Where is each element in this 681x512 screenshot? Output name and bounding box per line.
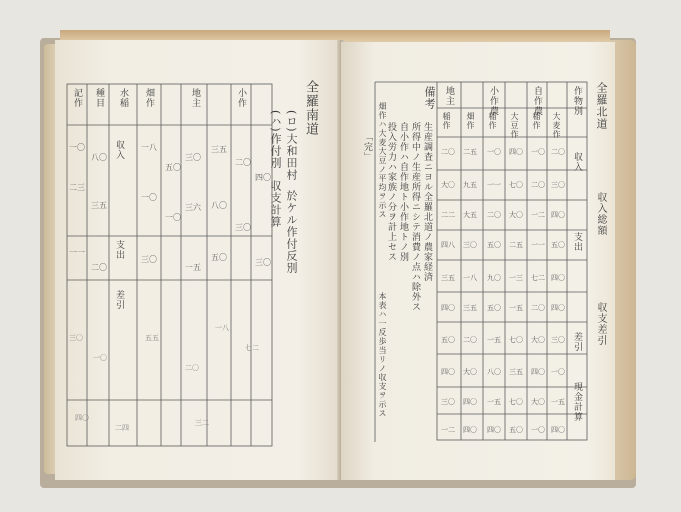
left-item-income: 収入 — [114, 140, 124, 160]
svg-text:二四: 二四 — [115, 424, 129, 432]
svg-text:一〇: 一〇 — [531, 148, 545, 156]
left-col-head-1: 記作 — [72, 88, 82, 108]
svg-text:一八: 一八 — [215, 324, 229, 332]
svg-text:三〇: 三〇 — [141, 255, 157, 264]
svg-text:五〇: 五〇 — [165, 163, 181, 172]
svg-text:一一: 一一 — [487, 181, 501, 189]
left-col-head-4: 畑作 — [144, 88, 154, 108]
margin-note: 「完」 — [362, 132, 372, 162]
svg-text:一五: 一五 — [487, 336, 501, 344]
svg-text:一〇: 一〇 — [141, 193, 157, 202]
svg-text:一〇: 一〇 — [487, 148, 501, 156]
svg-text:四〇: 四〇 — [255, 173, 271, 182]
svg-text:四〇: 四〇 — [531, 368, 545, 376]
svg-text:四〇: 四〇 — [463, 426, 477, 434]
svg-text:一〇: 一〇 — [93, 354, 107, 362]
svg-text:二〇: 二〇 — [531, 304, 545, 312]
svg-text:一八: 一八 — [141, 143, 157, 152]
svg-text:二〇: 二〇 — [441, 148, 455, 156]
svg-text:七〇: 七〇 — [509, 336, 523, 344]
table-head-owner: 自作農 — [532, 86, 542, 116]
svg-text:七二: 七二 — [245, 344, 259, 352]
svg-text:一二: 一二 — [441, 426, 455, 434]
svg-text:三五: 三五 — [463, 304, 477, 312]
svg-text:三〇: 三〇 — [441, 398, 455, 406]
svg-text:一五: 一五 — [487, 398, 501, 406]
svg-text:三〇: 三〇 — [185, 153, 201, 162]
svg-text:二五: 二五 — [463, 148, 477, 156]
svg-text:四〇: 四〇 — [75, 414, 89, 422]
svg-text:三六: 三六 — [185, 203, 201, 212]
svg-text:二〇: 二〇 — [551, 148, 565, 156]
right-label-2: 収支差引 — [595, 302, 606, 346]
svg-text:二〇: 二〇 — [235, 158, 251, 167]
sub-head-rice-2: 稲作 — [488, 112, 497, 130]
svg-text:四〇: 四〇 — [551, 211, 565, 219]
svg-text:四〇: 四〇 — [551, 274, 565, 282]
note-line-6: 本表ハ一反歩当リノ収支ヲ示ス — [378, 292, 387, 418]
svg-text:三〇: 三〇 — [69, 334, 83, 342]
svg-text:七〇: 七〇 — [509, 398, 523, 406]
right-page — [341, 42, 615, 480]
svg-text:二〇: 二〇 — [91, 263, 107, 272]
svg-text:三〇: 三〇 — [235, 223, 251, 232]
left-line-1: (ロ)大和田村 — [285, 110, 298, 181]
svg-text:三〇: 三〇 — [255, 258, 271, 267]
left-col-head-3: 水稲 — [118, 88, 128, 108]
svg-text:三五: 三五 — [211, 145, 227, 154]
right-label-1: 収入総額 — [595, 192, 606, 236]
svg-text:七二: 七二 — [531, 274, 545, 282]
svg-text:三〇: 三〇 — [463, 241, 477, 249]
notes-title: 備考 — [423, 86, 436, 110]
svg-text:大〇: 大〇 — [531, 336, 545, 344]
left-line-2: 於ケル作付反別 — [285, 190, 298, 274]
svg-text:八〇: 八〇 — [487, 368, 501, 376]
note-line-5: 畑作ハ大麦大豆ノ平均ヲ示ス — [378, 102, 387, 219]
svg-text:四〇: 四〇 — [463, 398, 477, 406]
svg-text:三〇: 三〇 — [551, 336, 565, 344]
svg-text:三五: 三五 — [91, 201, 107, 210]
svg-text:二〇: 二〇 — [531, 181, 545, 189]
svg-text:大五: 大五 — [463, 211, 477, 219]
left-col-head-6: 小作 — [236, 88, 246, 108]
svg-text:四〇: 四〇 — [487, 426, 501, 434]
note-line-2: 所得中ノ生産所得ニシテ消費ノ点ハ除外ス — [410, 122, 420, 312]
sub-head-soy: 大豆作 — [510, 112, 519, 139]
left-line-3: (ハ)作付別 — [269, 110, 282, 169]
left-item-expense: 支出 — [114, 240, 124, 260]
svg-text:一〇: 一〇 — [551, 368, 565, 376]
svg-text:二三: 二三 — [69, 183, 85, 192]
row-expense: 支出 — [572, 232, 582, 252]
left-line-4: 収支計算 — [269, 180, 282, 228]
svg-text:一五: 一五 — [551, 398, 565, 406]
svg-text:一三: 一三 — [509, 274, 523, 282]
table-head-landlord: 地主 — [444, 86, 454, 106]
sub-head-barley: 大麦作 — [552, 112, 561, 139]
svg-text:五〇: 五〇 — [551, 241, 565, 249]
sub-head-field-1: 畑作 — [466, 112, 475, 130]
svg-text:八〇: 八〇 — [211, 201, 227, 210]
svg-text:四〇: 四〇 — [441, 368, 455, 376]
note-line-4: 投入労力ハ家族ノ分ヲ計上セス — [386, 122, 396, 262]
svg-text:二〇: 二〇 — [185, 364, 199, 372]
table-head-crop: 作物別 — [572, 86, 582, 116]
row-income: 収入 — [572, 152, 582, 172]
svg-text:一二: 一二 — [531, 211, 545, 219]
svg-text:一八: 一八 — [463, 274, 477, 282]
svg-text:五〇: 五〇 — [509, 426, 523, 434]
row-balance: 差引 — [572, 332, 582, 352]
note-line-3: 自小作ハ自作地ト小作地トノ別 — [398, 122, 408, 262]
svg-text:九五: 九五 — [463, 181, 477, 189]
svg-text:四〇: 四〇 — [441, 304, 455, 312]
svg-text:大〇: 大〇 — [531, 398, 545, 406]
sub-head-rice-1: 稲作 — [442, 112, 451, 130]
svg-text:二〇: 二〇 — [463, 336, 477, 344]
svg-text:一〇: 一〇 — [69, 143, 85, 152]
svg-text:三五: 三五 — [441, 274, 455, 282]
svg-text:一一: 一一 — [69, 248, 85, 257]
svg-text:五〇: 五〇 — [211, 253, 227, 262]
svg-text:五〇: 五〇 — [487, 241, 501, 249]
svg-text:二〇: 二〇 — [487, 211, 501, 219]
svg-text:二五: 二五 — [509, 241, 523, 249]
right-page-heading: 全羅北道 — [595, 82, 608, 130]
left-page-heading: 全羅南道 — [303, 80, 318, 136]
svg-text:大〇: 大〇 — [463, 368, 477, 376]
svg-text:九〇: 九〇 — [487, 274, 501, 282]
note-line-1: 生産調査ニヨル全羅北道ノ農家経済 — [422, 122, 432, 282]
svg-text:八〇: 八〇 — [91, 153, 107, 162]
svg-text:一五: 一五 — [509, 304, 523, 312]
svg-text:四八: 四八 — [441, 241, 455, 249]
svg-text:四〇: 四〇 — [509, 148, 523, 156]
svg-text:大〇: 大〇 — [509, 211, 523, 219]
svg-text:五五: 五五 — [145, 334, 159, 342]
svg-text:一一: 一一 — [531, 241, 545, 249]
svg-text:三五: 三五 — [509, 368, 523, 376]
svg-text:三二: 三二 — [195, 419, 209, 427]
svg-text:三〇: 三〇 — [551, 181, 565, 189]
left-col-head-5: 地主 — [190, 88, 200, 108]
left-col-head-2: 種目 — [94, 88, 104, 108]
sub-head-rice-3: 稲作 — [532, 112, 541, 130]
left-page — [55, 40, 341, 480]
svg-text:五〇: 五〇 — [441, 336, 455, 344]
svg-text:二二: 二二 — [441, 211, 455, 219]
svg-text:五〇: 五〇 — [487, 304, 501, 312]
svg-text:四〇: 四〇 — [551, 304, 565, 312]
svg-text:一五: 一五 — [185, 263, 201, 272]
left-item-balance: 差引 — [114, 290, 124, 310]
svg-text:一〇: 一〇 — [531, 426, 545, 434]
svg-text:七〇: 七〇 — [509, 181, 523, 189]
svg-text:大〇: 大〇 — [441, 181, 455, 189]
svg-text:四〇: 四〇 — [551, 426, 565, 434]
right-label-3: 現金計算 — [572, 382, 582, 422]
svg-text:一〇: 一〇 — [165, 213, 181, 222]
table-head-tenant: 小作農 — [488, 86, 498, 116]
